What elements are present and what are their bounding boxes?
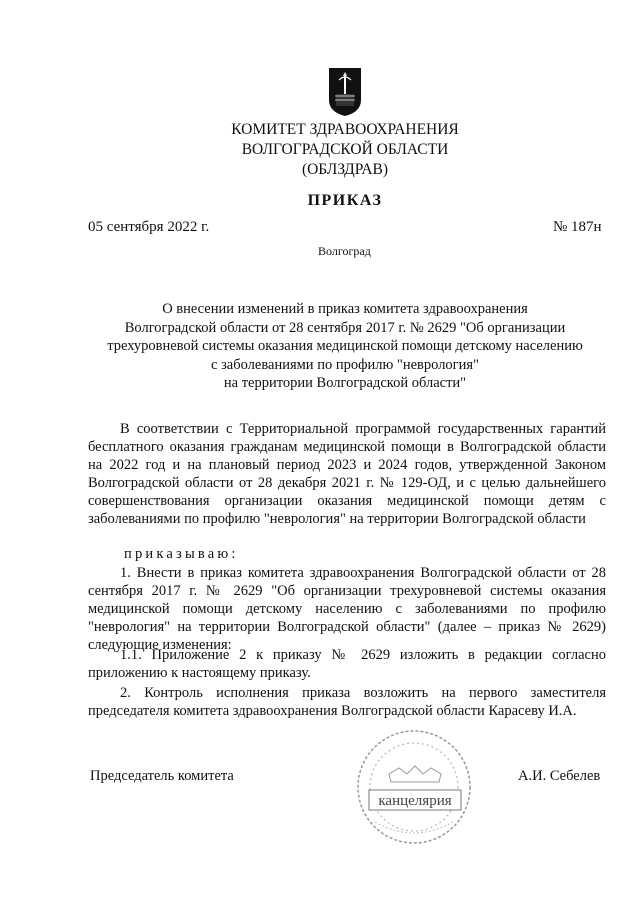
document-city: Волгоград <box>318 244 371 258</box>
subject-line: О внесении изменений в приказ комитета здравоохранения <box>162 301 528 317</box>
document-subject <box>100 300 590 393</box>
volgograd-coat-of-arms-icon <box>327 66 363 118</box>
order-word: приказываю: <box>124 546 239 562</box>
stamp-label: канцелярия <box>378 793 452 809</box>
signatory-name: А.И. Себелев <box>518 768 601 784</box>
organization-header <box>25 120 640 180</box>
document-number: № 187н <box>553 219 602 235</box>
order-item-2: 2. Контроль исполнения приказа возложить на первого заместителя председателя комитета здравоохранения Волгоградской области Карасеву И.А. <box>88 685 606 719</box>
subject-line: с заболеваниями по профилю "неврология" <box>211 356 479 373</box>
org-name-line2: ВОЛГОГРАДСКОЙ ОБЛАСТИ <box>241 141 449 158</box>
subject-line: Волгоградской области от 28 сентября 2017 г. № 2629 "Об организации <box>124 319 566 336</box>
document-title: ПРИКАЗ <box>307 192 383 209</box>
order-item-1-1: 1.1. Приложение 2 к приказу № 2629 изложить в редакции согласно приложению к настоящему приказу. <box>88 647 606 681</box>
subject-line: трехуровневой системы оказания медицинской помощи детскому населению <box>107 338 583 354</box>
order-item-1: 1. Внести в приказ комитета здравоохранения Волгоградской области от 28 сентября 2017 г. № 2629 "Об организации трехуровневой системы оказания медицинской помощи детскому населению с заболеваниями по профилю "неврология" на территории Волгоградской области" (далее – приказ № 2629) следующие изменения: <box>88 565 606 653</box>
signatory-position: Председатель комитета <box>90 768 234 784</box>
document-date: 05 сентября 2022 г. <box>88 219 210 235</box>
preamble-paragraph: В соответствии с Территориальной программой государственных гарантий бесплатного оказания гражданам медицинской помощи в Волгоградской области на 2022 год и на плановый период 2023 и 2024 годов, утвержденной Законом Волгоградской области от 28 декабря 2021 г. № 129-ОД, и с целью дальнейшего совершенствования организации оказания медицинской помощи детям с заболеваниями по профилю "неврология" на территории Волгоградской области <box>88 421 606 527</box>
office-stamp <box>355 728 473 846</box>
subject-line: на территории Волгоградской области" <box>223 375 467 391</box>
org-abbreviation: (ОБЛЗДРАВ) <box>301 161 389 178</box>
org-name-line1: КОМИТЕТ ЗДРАВООХРАНЕНИЯ <box>231 121 459 138</box>
